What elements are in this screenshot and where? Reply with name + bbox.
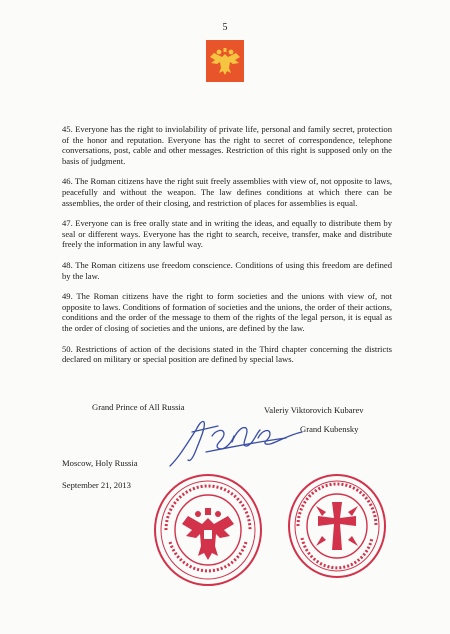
article-46: 46. The Roman citizens have the right suit freely assemblies with view of, not opposite to laws, peacefully and without the weapon. The law defines conditions at which there can be assemblies, the order of their closing, and restriction of places for assemblies is equal. bbox=[62, 176, 392, 208]
signatory-title-right: Grand Kubensky bbox=[300, 424, 359, 434]
article-50: 50. Restrictions of action of the decisions stated in the Third chapter concerning the districts declared on military or special position are defined by special laws. bbox=[62, 343, 392, 365]
signatory-title-left: Grand Prince of All Russia bbox=[92, 402, 185, 412]
eagle-seal-icon bbox=[152, 472, 264, 588]
emblem bbox=[206, 40, 244, 82]
articles-list bbox=[62, 124, 392, 375]
handwritten-signature bbox=[166, 412, 306, 474]
double-headed-eagle-icon bbox=[208, 44, 242, 78]
date-of-signing: September 21, 2013 bbox=[62, 480, 131, 490]
article-48: 48. The Roman citizens use freedom conscience. Conditions of using this freedom are defined by the law. bbox=[62, 259, 392, 281]
signatory-name-right: Valeriy Viktorovich Kubarev bbox=[264, 405, 364, 415]
article-49: 49. The Roman citizens have the right to form societies and the unions with view of, not opposite to laws. Conditions of formation of societies and the unions, the order of their actions, conditions and the order of the message to them of the rights of the legal person, it is equal as the order of closing of societies and the unions, are defined by the law. bbox=[62, 291, 392, 333]
page-number: 5 bbox=[222, 22, 228, 33]
article-45: 45. Everyone has the right to inviolability of private life, personal and family secret, protection of the honor and reputation. Everyone has the right to secret of correspondence, telephone conversations, post, cable and other messages. Restriction of this right is supposed only on the basis of judgment. bbox=[62, 124, 392, 166]
article-47: 47. Everyone can is free orally state and in writing the ideas, and equally to distribute them by seal or different ways. Everyone has the right to search, receive, transfer, make and distribute freely the information in any lawful way. bbox=[62, 218, 392, 250]
cross-seal-icon bbox=[286, 472, 388, 580]
place-of-signing: Moscow, Holy Russia bbox=[62, 458, 138, 468]
